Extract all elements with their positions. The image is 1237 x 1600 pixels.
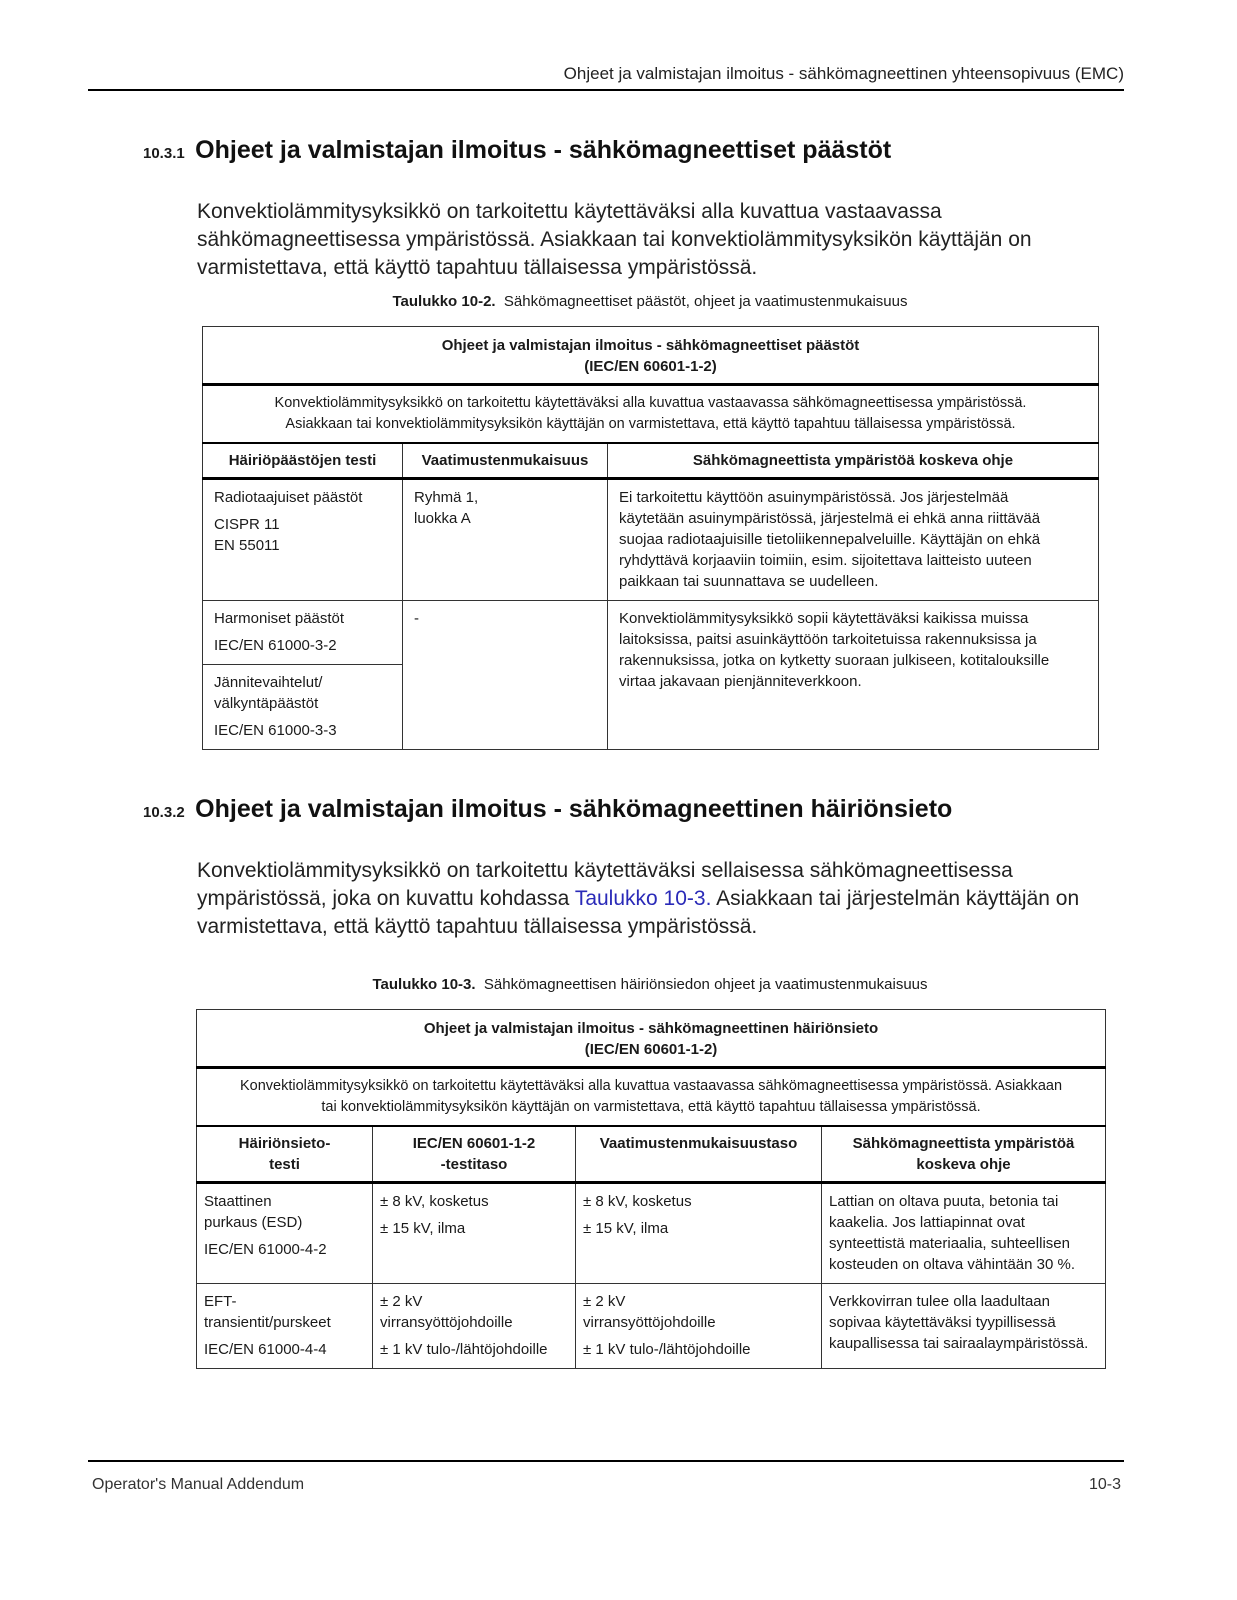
guidance-line: paikkaan tai suunnattava se uudelleen. xyxy=(619,573,879,590)
test-level: ± 2 kV xyxy=(380,1293,423,1310)
column-header-line: testi xyxy=(269,1156,300,1173)
guidance-line: rakennuksissa, jotka on kytketty suoraan julkiseen, kotitalouksille xyxy=(619,652,1050,669)
table-intro-line: Konvektiolämmitysyksikkö on tarkoitettu käytettäväksi alla kuvattua vastaavassa sähkömagneettisessa ympäristössä. Asiakkaan xyxy=(239,1078,1063,1094)
guidance-cell xyxy=(822,1183,1106,1284)
caption-text: Sähkömagneettisen häiriönsiedon ohjeet ja vaatimustenmukaisuus xyxy=(483,976,928,993)
section-number: 10.3.1 xyxy=(143,145,185,162)
test-name: Jännitevaihtelut/ xyxy=(214,674,323,691)
guidance-cell xyxy=(822,1284,1106,1369)
column-header-line: koskeva ohje xyxy=(916,1156,1011,1173)
test-cell xyxy=(203,601,403,665)
test-standard: IEC/EN 61000-3-3 xyxy=(214,722,337,739)
table-row xyxy=(203,479,1099,601)
guidance-cell xyxy=(608,601,1099,750)
paragraph-line: Konvektiolämmitysyksikkö on tarkoitettu käytettäväksi sellaisessa sähkömagneettisessa xyxy=(197,859,1013,882)
table-intro-line: Asiakkaan tai konvektiolämmitysyksikön käyttäjän on varmistettava, että käyttö tapahtuu tällaisessa ympäristössä. xyxy=(285,416,1016,432)
compliance-level: ± 8 kV, kosketus xyxy=(583,1193,692,1210)
section-number: 10.3.2 xyxy=(143,804,185,821)
guidance-cell xyxy=(608,479,1099,601)
table-intro xyxy=(197,1068,1106,1127)
paragraph-text: Asiakkaan tai järjestelmän käyttäjän on xyxy=(711,887,1080,910)
compliance-level: ± 2 kV xyxy=(583,1293,626,1310)
column-header-line: IEC/EN 60601-1-2 xyxy=(412,1135,536,1152)
compliance-level: ± 1 kV tulo-/lähtöjohdoille xyxy=(583,1341,751,1358)
table-intro-line: tai konvektiolämmitysyksikön käyttäjän on varmistettava, että käyttö tapahtuu tällaisessa ympäristössä. xyxy=(321,1099,981,1115)
test-standard: IEC/EN 61000-4-2 xyxy=(204,1241,327,1258)
test-name: välkyntäpäästöt xyxy=(214,695,319,712)
table-caption-10-3 xyxy=(150,976,1150,993)
test-standard: IEC/EN 61000-4-4 xyxy=(204,1341,327,1358)
guidance-line: ryhdyttävä korjaaviin toimiin, esim. sijoitettava laitteisto uuteen xyxy=(619,552,1032,569)
guidance-line: virtaa jakavaan pienjänniteverkkoon. xyxy=(619,673,862,690)
test-name: transientit/purskeet xyxy=(204,1314,331,1331)
column-header xyxy=(822,1126,1106,1183)
guidance-line: Lattian on oltava puuta, betonia tai xyxy=(829,1193,1059,1210)
table-intro-line: Konvektiolämmitysyksikkö on tarkoitettu käytettäväksi alla kuvattua vastaavassa sähkömagneettisessa ympäristössä. xyxy=(274,395,1027,411)
test-cell xyxy=(203,479,403,601)
test-cell xyxy=(203,665,403,750)
guidance-line: Konvektiolämmitysyksikkö sopii käytettäväksi kaikissa muissa xyxy=(619,610,1029,627)
test-name: EFT- xyxy=(204,1293,237,1310)
table-intro xyxy=(203,385,1099,444)
column-header-line: Häiriönsieto- xyxy=(238,1135,331,1152)
footer-rule xyxy=(88,1460,1124,1462)
section-heading-1 xyxy=(143,136,891,165)
table-title-line: (IEC/EN 60601-1-2) xyxy=(584,1041,718,1058)
paragraph-line: varmistettava, että käyttö tapahtuu tällaisessa ympäristössä. xyxy=(197,915,758,938)
guidance-line: kaupallisessa tai sairaalaympäristössä. xyxy=(829,1335,1089,1352)
immunity-table xyxy=(196,1009,1106,1369)
test-level: ± 8 kV, kosketus xyxy=(380,1193,489,1210)
table-caption-10-2 xyxy=(150,293,1150,310)
compliance-cell xyxy=(403,479,608,601)
running-header: Ohjeet ja valmistajan ilmoitus - sähkömagneettinen yhteensopivuus (EMC) xyxy=(88,64,1124,91)
table-title xyxy=(197,1010,1106,1068)
test-standard: IEC/EN 61000-3-2 xyxy=(214,637,337,654)
paragraph-line: varmistettava, että käyttö tapahtuu tällaisessa ympäristössä. xyxy=(197,256,758,279)
test-level-cell xyxy=(373,1284,576,1369)
column-header: Häiriöpäästöjen testi xyxy=(203,443,403,479)
section-title: Ohjeet ja valmistajan ilmoitus - sähkömagneettiset päästöt xyxy=(195,136,892,164)
compliance-level: ± 15 kV, ilma xyxy=(583,1220,669,1237)
table-10-3-link[interactable]: Taulukko 10-3. xyxy=(574,887,712,910)
test-level: ± 15 kV, ilma xyxy=(380,1220,466,1237)
section-heading-2 xyxy=(143,795,952,824)
section1-paragraph xyxy=(197,198,1117,282)
compliance-cell xyxy=(576,1284,822,1369)
compliance-level: virransyöttöjohdoille xyxy=(583,1314,716,1331)
test-level: virransyöttöjohdoille xyxy=(380,1314,513,1331)
test-name: purkaus (ESD) xyxy=(204,1214,303,1231)
column-header xyxy=(373,1126,576,1183)
guidance-line: käytetään asuinympäristössä, järjestelmä ei ehkä anna riittävää xyxy=(619,510,1041,527)
guidance-line: suojaa radiotaajuisille tietoliikennepalveluille. Käyttäjän on ehkä xyxy=(619,531,1041,548)
paragraph-line xyxy=(197,885,1117,913)
page-number: 10-3 xyxy=(1088,1476,1121,1493)
paragraph-text: ympäristössä, joka on kuvattu kohdassa xyxy=(197,887,575,910)
section-title: Ohjeet ja valmistajan ilmoitus - sähkömagneettinen häiriönsieto xyxy=(195,795,953,823)
guidance-line: kaakelia. Jos lattiapinnat ovat xyxy=(829,1214,1025,1231)
caption-label: Taulukko 10-2. xyxy=(392,293,496,310)
paragraph-line: sähkömagneettisessa ympäristössä. Asiakkaan tai konvektiolämmitysyksikön käyttäjän on xyxy=(197,228,1032,251)
test-standard: CISPR 11 xyxy=(214,516,280,533)
table-row xyxy=(197,1284,1106,1369)
column-header-line: Sähkömagneettista ympäristöä xyxy=(852,1135,1075,1152)
column-header-line: -testitaso xyxy=(440,1156,508,1173)
test-level-cell xyxy=(373,1183,576,1284)
test-name: Harmoniset päästöt xyxy=(214,610,345,627)
guidance-line: Ei tarkoitettu käyttöön asuinympäristössä. Jos järjestelmää xyxy=(619,489,1009,506)
table-title-line: Ohjeet ja valmistajan ilmoitus - sähkömagneettiset päästöt xyxy=(441,337,860,354)
guidance-line: laitoksissa, paitsi asuinkäyttöön tarkoitetuissa rakennuksissa ja xyxy=(619,631,1037,648)
section2-paragraph xyxy=(197,857,1117,941)
emissions-table xyxy=(202,326,1099,750)
test-cell xyxy=(197,1183,373,1284)
table-title-line: (IEC/EN 60601-1-2) xyxy=(584,358,717,375)
test-name: Staattinen xyxy=(204,1193,272,1210)
caption-label: Taulukko 10-3. xyxy=(372,976,476,993)
compliance-text: Ryhmä 1, xyxy=(414,489,479,506)
compliance-text: luokka A xyxy=(414,510,471,527)
column-header: Sähkömagneettista ympäristöä koskeva ohje xyxy=(608,443,1099,479)
table-title xyxy=(203,327,1099,385)
table-title-line: Ohjeet ja valmistajan ilmoitus - sähkömagneettinen häiriönsieto xyxy=(423,1020,879,1037)
column-header: Vaatimustenmukaisuus xyxy=(403,443,608,479)
test-cell xyxy=(197,1284,373,1369)
guidance-line: kosteuden on oltava vähintään 30 %. xyxy=(829,1256,1076,1273)
compliance-cell: - xyxy=(403,601,608,750)
test-standard: EN 55011 xyxy=(214,537,280,554)
footer-document-title: Operator's Manual Addendum xyxy=(92,1476,305,1493)
column-header: Vaatimustenmukaisuustaso xyxy=(576,1126,822,1183)
guidance-line: Verkkovirran tulee olla laadultaan xyxy=(829,1293,1050,1310)
caption-text: Sähkömagneettiset päästöt, ohjeet ja vaatimustenmukaisuus xyxy=(503,293,908,310)
column-header xyxy=(197,1126,373,1183)
compliance-cell xyxy=(576,1183,822,1284)
test-level: ± 1 kV tulo-/lähtöjohdoille xyxy=(380,1341,548,1358)
guidance-line: synteettistä materiaalia, suhteellisen xyxy=(829,1235,1070,1252)
table-row xyxy=(203,601,1099,665)
paragraph-line: Konvektiolämmitysyksikkö on tarkoitettu käytettäväksi alla kuvattua vastaavassa xyxy=(197,200,942,223)
test-name: Radiotaajuiset päästöt xyxy=(214,489,363,506)
table-row xyxy=(197,1183,1106,1284)
guidance-line: sopivaa käytettäväksi tyypillisessä xyxy=(829,1314,1056,1331)
